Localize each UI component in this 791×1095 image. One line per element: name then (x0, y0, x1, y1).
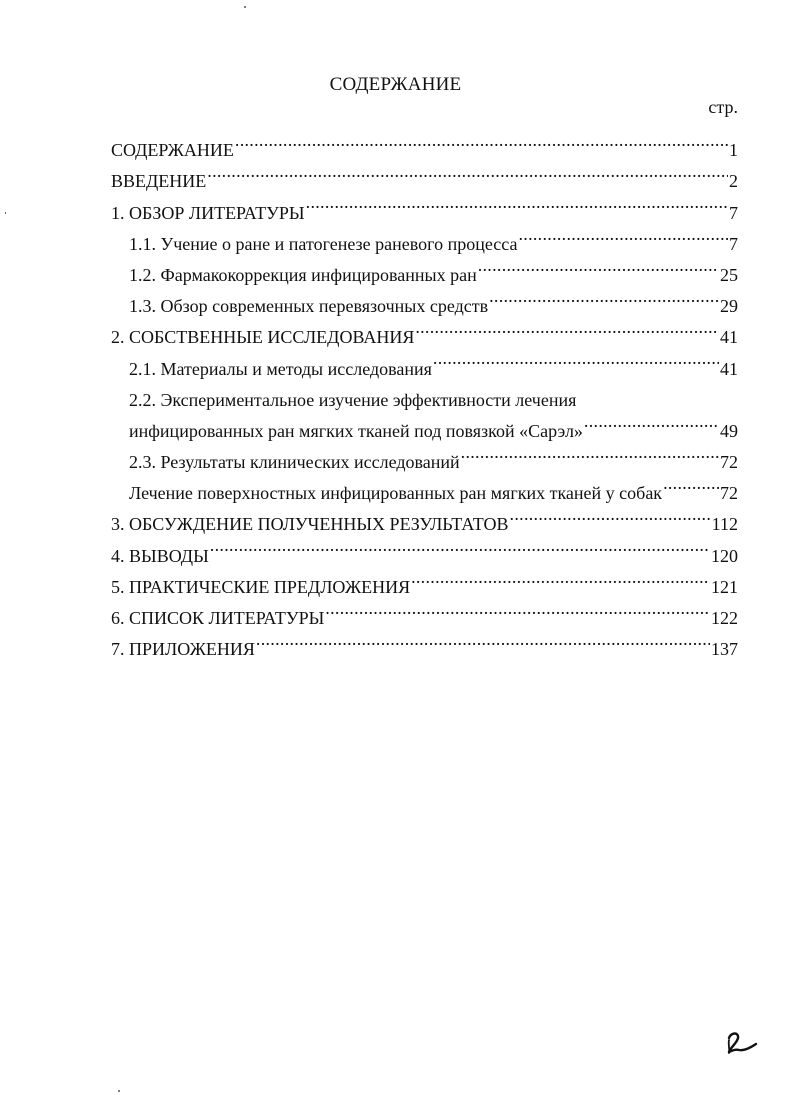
dot-leader (577, 375, 737, 406)
toc-entry-page: 1 (729, 140, 738, 161)
toc-entry-page: 7 (729, 202, 738, 223)
toc-entry-label: 6. СПИСОК ЛИТЕРАТУРЫ (111, 608, 325, 628)
toc-entry-page: 25 (720, 264, 738, 285)
toc-entry-label: ВВЕДЕНИЕ (111, 171, 207, 192)
scan-speck (244, 6, 246, 8)
toc-entry-page: 41 (720, 358, 738, 379)
dot-leader (663, 468, 719, 499)
toc-entry-label: инфицированных ран мягких тканей под повязкой «Сарэл» (129, 420, 583, 441)
dot-leader (510, 499, 711, 530)
toc-entry-page: 137 (711, 639, 738, 660)
toc-entry-page: 49 (720, 420, 738, 441)
dot-leader (235, 125, 728, 156)
toc-entry-page: 7 (729, 233, 738, 254)
toc-entry-label: 1.1. Учение о ране и патогенезе раневого процесса (129, 233, 518, 254)
toc-entry-page: 41 (720, 327, 738, 348)
toc-entry-label: 1.3. Обзор современных перевязочных средств (129, 296, 489, 317)
toc-entry-page: 2 (729, 171, 738, 192)
toc-entry-page: 72 (720, 483, 738, 504)
toc-entry-page: 122 (711, 608, 738, 628)
dot-leader (433, 343, 719, 374)
scan-speck (5, 212, 6, 214)
dot-leader (411, 562, 710, 593)
toc-entry-label: 4. ВЫВОДЫ (111, 545, 209, 566)
dot-leader (415, 312, 719, 343)
toc-entry (111, 125, 738, 161)
toc-entry-label: 2.2. Экспериментальное изучение эффективности лечения (129, 389, 577, 410)
dot-leader (584, 406, 719, 437)
toc-entry-page: 112 (711, 514, 738, 535)
toc-entry-label: СОДЕРЖАНИЕ (111, 140, 234, 161)
page-column-label: стр. (708, 97, 738, 117)
toc-entry-page: 120 (711, 545, 738, 566)
dot-leader (207, 156, 728, 187)
toc-entry-label: Лечение поверхностных инфицированных ран мягких тканей у собак (129, 483, 663, 504)
dot-leader (325, 593, 710, 624)
toc-entry-page: 121 (711, 576, 738, 597)
dot-leader (256, 624, 710, 655)
dot-leader (478, 250, 719, 281)
toc-entry-page: 29 (720, 296, 738, 317)
toc-entry-label: 1.2. Фармакокоррекция инфицированных ран (129, 264, 477, 285)
dot-leader (461, 437, 719, 468)
toc-entry-label: 2.1. Материалы и методы исследования (129, 358, 432, 379)
toc-entry-label: 5. ПРАКТИЧЕСКИЕ ПРЕДЛОЖЕНИЯ (111, 576, 411, 597)
toc-title: СОДЕРЖАНИЕ (329, 74, 462, 95)
table-of-contents (111, 125, 738, 660)
dot-leader (210, 530, 710, 561)
dot-leader (489, 281, 719, 312)
toc-entry-page: 72 (720, 452, 738, 473)
toc-entry-label: 2. СОБСТВЕННЫЕ ИССЛЕДОВАНИЯ (111, 327, 415, 348)
scan-speck (118, 1090, 120, 1092)
toc-entry-label: 7. ПРИЛОЖЕНИЯ (111, 639, 255, 660)
handwritten-page-number-icon (725, 1030, 759, 1056)
toc-entry-label: 1. ОБЗОР ЛИТЕРАТУРЫ (111, 202, 305, 223)
toc-entry-label: 3. ОБСУЖДЕНИЕ ПОЛУЧЕННЫХ РЕЗУЛЬТАТОВ (111, 514, 509, 535)
dot-leader (306, 187, 728, 218)
toc-entry-label: 2.3. Результаты клинических исследований (129, 452, 460, 473)
dot-leader (518, 219, 728, 250)
